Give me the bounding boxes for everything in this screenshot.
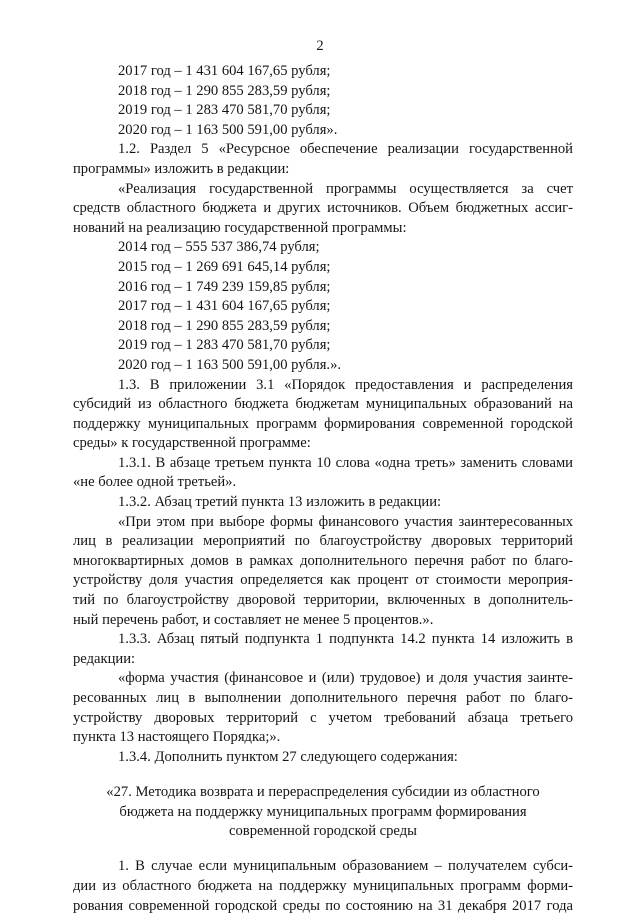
- clause-1-line: 1. В случае если муниципальным образованием – получателем субси-: [118, 858, 573, 875]
- quoted-paragraph-line: «форма участия (финансовое и (или) трудовое) и доля участия заинте-: [118, 670, 573, 687]
- budget-line-2017: 2017 год – 1 431 604 167,65 рубля;: [118, 63, 331, 79]
- quoted-paragraph-line: нований на реализацию государственной программы:: [73, 219, 407, 236]
- paragraph-1-3-2-line: 1.3.2. Абзац третий пункта 13 изложить в редакции:: [118, 494, 442, 511]
- budget-line-2018: 2018 год – 1 290 855 283,59 рубля;: [118, 82, 331, 99]
- quoted-paragraph-line: ресованных лиц в выполнении дополнительного перечня работ по благо-: [73, 690, 573, 706]
- page-number: 2: [316, 38, 324, 54]
- quoted-paragraph-line: средств областного бюджета и других источников. Объем бюджетных ассиг-: [73, 200, 573, 217]
- paragraph-1-3-1-line: «не более одной третьей».: [73, 474, 237, 491]
- paragraph-1-3-1-line: 1.3.1. В абзаце третьем пункта 10 слова «одна треть» заменить словами: [118, 454, 573, 471]
- paragraph-1-3-line: субсидий из областного бюджета бюджетам муниципальных образований на: [73, 396, 573, 413]
- spacer: [73, 842, 573, 858]
- quoted-paragraph-line: пункта 13 настоящего Порядка;».: [73, 729, 281, 746]
- budget-line-2020: 2020 год – 1 163 500 591,00 рубля».: [118, 121, 338, 138]
- paragraph-1-3-line: среды» к государственной программе:: [73, 435, 311, 452]
- budget-line-2016: 2016 год – 1 749 239 159,85 рубля;: [118, 278, 331, 295]
- paragraph-1-3-3-line: редакции:: [73, 650, 136, 667]
- budget-line-2014: 2014 год – 555 537 386,74 рубля;: [118, 239, 320, 256]
- paragraph-1-3-4-line: 1.3.4. Дополнить пунктом 27 следующего содержания:: [118, 748, 458, 765]
- spacer: [73, 767, 573, 783]
- clause-1-line: дии из областного бюджета на поддержку муниципальных программ форми-: [73, 877, 573, 894]
- clause-1-line: рования современной городской среды по состоянию на 31 декабря 2017 года: [73, 897, 573, 914]
- budget-line-2018: 2018 год – 1 290 855 283,59 рубля;: [118, 317, 331, 334]
- paragraph-1-3-3-line: 1.3.3. Абзац пятый подпункта 1 подпункта 14.2 пункта 14 изложить в: [118, 631, 573, 648]
- section-heading-line: современной городской среды: [229, 823, 417, 840]
- paragraph-1-3-line: 1.3. В приложении 3.1 «Порядок предоставления и распределения: [118, 376, 573, 393]
- quoted-paragraph-line: многоквартирных домов в рамках дополнительного перечня работ по благо-: [73, 552, 573, 569]
- quoted-paragraph-line: устройству дворовых территорий с учетом требований абзаца третьего: [73, 709, 573, 726]
- paragraph-1-2-line: 1.2. Раздел 5 «Ресурсное обеспечение реализации государственной: [118, 141, 573, 158]
- budget-line-2017: 2017 год – 1 431 604 167,65 рубля;: [118, 298, 331, 315]
- document-body: [73, 62, 573, 916]
- paragraph-1-2-line: программы» изложить в редакции:: [73, 160, 290, 177]
- section-heading-line: «27. Методика возврата и перераспределения субсидии из областного: [106, 783, 540, 800]
- quoted-paragraph-line: лиц в реализации мероприятий по благоустройству дворовых территорий: [73, 533, 573, 550]
- quoted-paragraph-line: тий по благоустройству дворовой территории, включенных в дополнитель-: [73, 592, 573, 609]
- budget-line-2019: 2019 год – 1 283 470 581,70 рубля;: [118, 102, 331, 119]
- paragraph-1-3-line: поддержку муниципальных программ формирования современной городской: [73, 415, 573, 432]
- budget-line-2020: 2020 год – 1 163 500 591,00 рубля.».: [118, 356, 342, 373]
- section-heading-line: бюджета на поддержку муниципальных программ формирования: [119, 803, 527, 820]
- budget-line-2015: 2015 год – 1 269 691 645,14 рубля;: [118, 258, 331, 275]
- quoted-paragraph-line: «Реализация государственной программы осуществляется за счет: [118, 180, 573, 197]
- budget-line-2019: 2019 год – 1 283 470 581,70 рубля;: [118, 337, 331, 354]
- quoted-paragraph-line: устройству доля участия определяется как процент от стоимости мероприя-: [73, 572, 573, 589]
- quoted-paragraph-line: «При этом при выборе формы финансового участия заинтересованных: [118, 513, 573, 530]
- quoted-paragraph-line: ный перечень работ, и составляет не менее 5 процентов.».: [73, 611, 434, 628]
